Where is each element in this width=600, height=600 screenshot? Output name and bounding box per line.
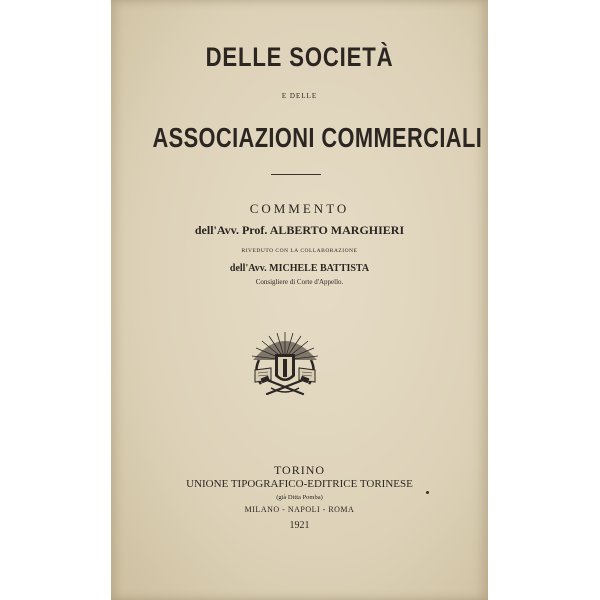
- publisher-emblem-icon: [249, 330, 321, 400]
- publication-year: 1921: [289, 520, 310, 531]
- title-page: [111, 0, 488, 600]
- commentary-label: COMMENTO: [249, 201, 350, 216]
- revised-note: RIVEDUTO CON LA COLLABORAZIONE: [241, 248, 358, 254]
- branch-cities: MILANO - NAPOLI - ROMA: [244, 505, 355, 514]
- book-subtitle: ASSOCIAZIONI COMMERCIALI: [152, 122, 483, 153]
- collaborator-name: dell'Avv. MICHELE BATTISTA: [229, 263, 370, 274]
- author-name: dell'Avv. Prof. ALBERTO MARGHIERI: [194, 223, 405, 237]
- publisher-former-name: (già Ditta Pomba): [276, 494, 323, 501]
- collaborator-role: Consigliere di Corte d'Appello.: [255, 278, 344, 286]
- publisher-name: UNIONE TIPOGRAFICO-EDITRICE TORINESE: [186, 478, 413, 490]
- title-divider: [271, 174, 321, 175]
- book-title: DELLE SOCIETÀ: [205, 42, 394, 72]
- paper-speck: [426, 491, 429, 494]
- imprint-city: TORINO: [273, 463, 326, 477]
- title-conjunction: E DELLE: [281, 92, 318, 100]
